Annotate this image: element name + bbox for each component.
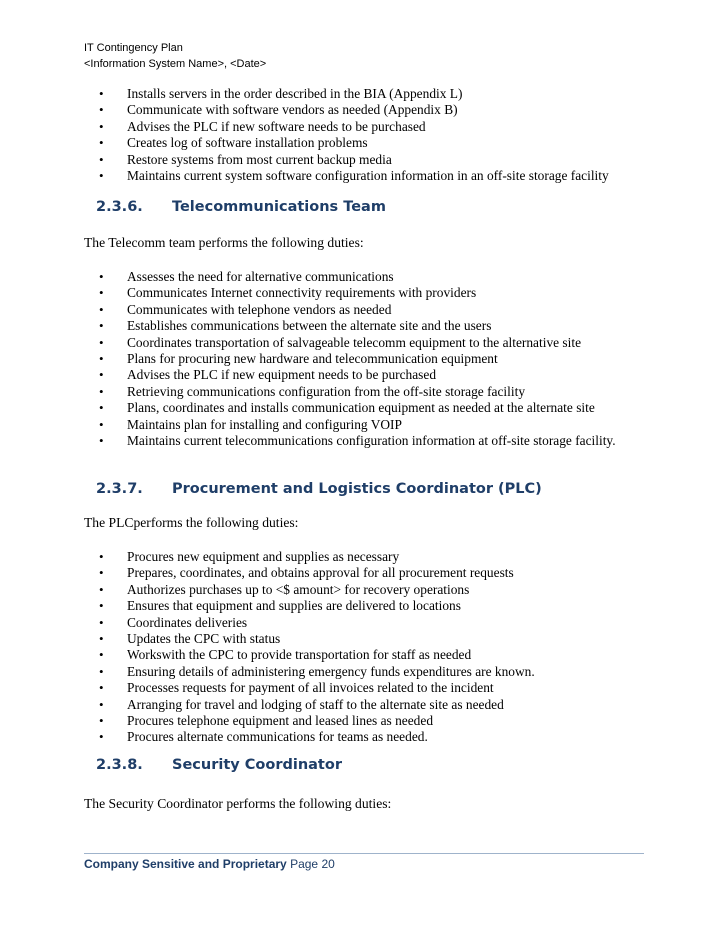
header-system-date: <Information System Name>, <Date> <box>84 58 267 70</box>
footer-page-prefix: Page <box>290 857 319 871</box>
list-item: • Communicates with telephone vendors as needed <box>93 302 657 318</box>
footer-label: Company Sensitive and Proprietary <box>84 857 287 871</box>
list-item: • Procures alternate communications for teams as needed. <box>93 729 657 745</box>
section-intro-security: The Security Coordinator performs the following duties: <box>84 796 392 811</box>
footer-divider <box>84 853 644 854</box>
footer-page-number: 20 <box>321 857 335 871</box>
list-item: • Creates log of software installation problems <box>93 135 657 151</box>
section-intro-plc: The PLCperforms the following duties: <box>84 515 299 530</box>
software-duties-list <box>93 86 657 184</box>
list-item: • Restore systems from most current backup media <box>93 152 657 168</box>
list-item: • Maintains plan for installing and configuring VOIP <box>93 417 657 433</box>
list-item: • Processes requests for payment of all invoices related to the incident <box>93 680 657 696</box>
plc-duties-list <box>93 549 657 746</box>
section-intro-telecom: The Telecomm team performs the following duties: <box>84 235 364 250</box>
list-item: • Prepares, coordinates, and obtains approval for all procurement requests <box>93 565 657 581</box>
list-item: • Plans, coordinates and installs communication equipment as needed at the alternate site <box>93 400 657 416</box>
list-item: • Coordinates transportation of salvageable telecomm equipment to the alternative site <box>93 335 657 351</box>
list-item: • Communicates Internet connectivity requirements with providers <box>93 285 657 301</box>
section-title: Security Coordinator <box>172 757 342 773</box>
header-document-title: IT Contingency Plan <box>84 42 183 54</box>
list-item: • Authorizes purchases up to <$ amount> for recovery operations <box>93 582 657 598</box>
list-item: • Installs servers in the order described in the BIA (Appendix L) <box>93 86 657 102</box>
list-item: • Advises the PLC if new software needs to be purchased <box>93 119 657 135</box>
list-item: • Ensures that equipment and supplies are delivered to locations <box>93 598 657 614</box>
list-item: • Ensuring details of administering emergency funds expenditures are known. <box>93 664 657 680</box>
section-number: 2.3.8. <box>96 757 143 773</box>
list-item: • Maintains current telecommunications configuration information at off-site storage facility. <box>93 433 657 449</box>
list-item: • Procures new equipment and supplies as necessary <box>93 549 657 565</box>
list-item: • Arranging for travel and lodging of staff to the alternate site as needed <box>93 697 657 713</box>
section-heading-telecom <box>96 199 386 215</box>
list-item: • Procures telephone equipment and leased lines as needed <box>93 713 657 729</box>
section-heading-security <box>96 757 342 773</box>
section-number: 2.3.6. <box>96 199 143 215</box>
list-item: • Communicate with software vendors as needed (Appendix B) <box>93 102 657 118</box>
list-item: • Assesses the need for alternative communications <box>93 269 657 285</box>
telecom-duties-list <box>93 269 657 449</box>
list-item: • Workswith the CPC to provide transportation for staff as needed <box>93 647 657 663</box>
section-heading-plc <box>96 481 542 497</box>
section-title: Telecommunications Team <box>172 199 386 215</box>
section-title: Procurement and Logistics Coordinator (PLC) <box>172 481 542 497</box>
page-footer <box>84 857 335 871</box>
section-number: 2.3.7. <box>96 481 143 497</box>
list-item: • Establishes communications between the alternate site and the users <box>93 318 657 334</box>
list-item: • Retrieving communications configuration from the off-site storage facility <box>93 384 657 400</box>
page-header <box>84 40 266 72</box>
list-item: • Maintains current system software configuration information in an off-site storage facility <box>93 168 657 184</box>
list-item: • Updates the CPC with status <box>93 631 657 647</box>
list-item: • Plans for procuring new hardware and telecommunication equipment <box>93 351 657 367</box>
list-item: • Advises the PLC if new equipment needs to be purchased <box>93 367 657 383</box>
list-item: • Coordinates deliveries <box>93 615 657 631</box>
